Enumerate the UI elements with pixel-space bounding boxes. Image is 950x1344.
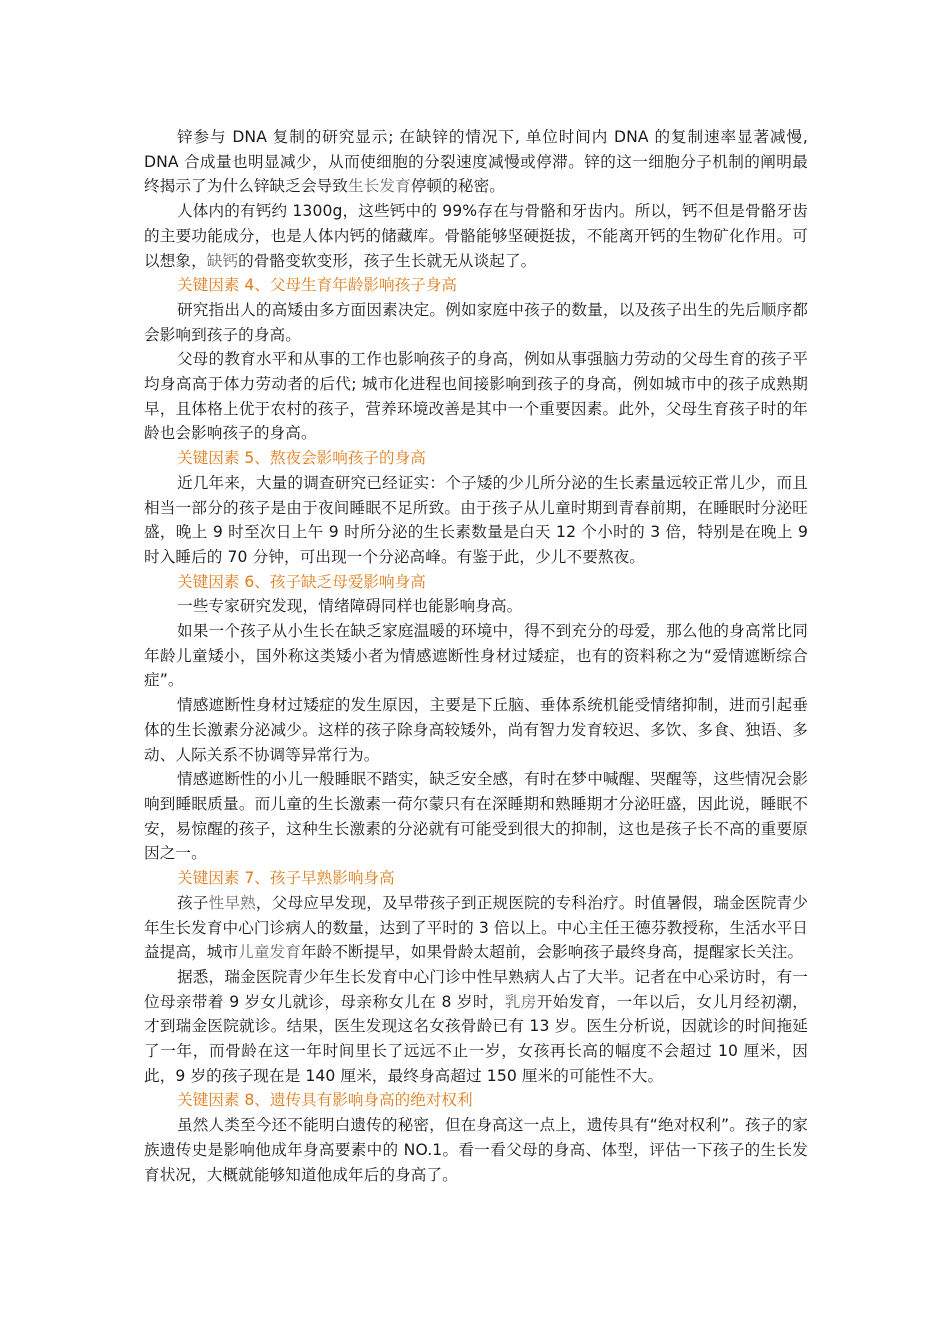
document-body — [144, 125, 808, 1187]
paragraph-precocity — [144, 891, 808, 965]
keyword-link-growth-development: 生长发育 — [348, 177, 411, 196]
paragraph-text: 孩子 — [177, 893, 209, 912]
paragraph-case-study — [144, 965, 808, 1089]
paragraph-sleep-quality — [144, 767, 808, 866]
paragraph-height-factors — [144, 298, 808, 347]
paragraph-text: 虽然人类至今还不能明白遗传的秘密，但在身高这一点上，遗传具有“绝对权利”。孩子的家族遗传史是影响他成年身高要素中的 NO.1。看一看父母的身高、体型，评估一下孩子的生长发育状况，大概就能够知道他成年后的身高了。 — [144, 1116, 808, 1184]
paragraph-text: ，父母应早发现，及早带孩子到正规医院的专科治疗。时值暑假，瑞金医院青少年生长发育中心门诊病人的数量，达到了平时的 3 倍以上。中心主任王德芬教授称，生活水平日益提高，城市 — [144, 893, 808, 962]
section-heading-factor-5: 关键因素 5、熬夜会影响孩子的身高 — [177, 449, 426, 468]
paragraph-parents-education — [144, 347, 808, 446]
paragraph-heredity — [144, 1113, 808, 1187]
paragraph-text: 停顿的秘密。 — [410, 177, 505, 196]
paragraph-emotion — [144, 594, 808, 619]
paragraph-text: 研究指出人的高矮由多方面因素决定。例如家庭中孩子的数量，以及孩子出生的先后顺序都会影响到孩子的身高。 — [144, 300, 808, 344]
section-heading-factor-6: 关键因素 6、孩子缺乏母爱影响身高 — [177, 572, 426, 591]
keyword-link-calcium-deficiency: 缺钙 — [206, 251, 239, 270]
paragraph-text: 情感遮断性身材过矮症的发生原因，主要是下丘脑、垂体系统机能受情绪抑制，进而引起垂体的生长激素分泌减少。这样的孩子除身高较矮外，尚有智力发育较迟、多饮、多食、独语、多动、人际关系不协调等异常行为。 — [144, 696, 808, 764]
section-heading-factor-8: 关键因素 8、遗传具有影响身高的绝对权利 — [177, 1091, 473, 1110]
paragraph-text: 父母的教育水平和从事的工作也影响孩子的身高，例如从事强脑力劳动的父母生育的孩子平均身高高于体力劳动者的后代; 城市化进程也间接影响到孩子的身高，例如城市中的孩子成熟期早，且体格上优于农村的孩子，营养环境改善是其中一个重要因素。此外，父母生育孩子时的年龄也会影响孩子的身高。 — [144, 350, 808, 443]
paragraph-text: 近几年来，大量的调查研究已经证实：个子矮的少儿所分泌的生长素量远较正常儿少，而且相当一部分的孩子是由于夜间睡眠不足所致。由于孩子从儿童时期到青春前期，在睡眠时分泌旺盛，晚上 9 时至次日上午 9 时所分泌的生长素数量是白天 12 个小时的 3 倍，特别是在晚上 9 时入睡后的 70 分钟，可出现一个分泌高峰。有鉴于此，少儿不要熬夜。 — [144, 473, 808, 566]
paragraph-text: 人体内的有钙约 1300g，这些钙中的 99%存在与骨骼和牙齿内。所以，钙不但是骨骼牙齿的主要功能成分，也是人体内钙的储藏库。骨骼能够坚硬挺拔，不能离开钙的生物矿化作用。可以想象， — [144, 202, 808, 270]
paragraph-text: 一些专家研究发现，情绪障碍同样也能影响身高。 — [177, 597, 523, 616]
paragraph-text: 据悉，瑞金医院青少年生长发育中心门诊中性早熟病人占了大半。记者在中心采访时，有一位母亲带着 9 岁女儿就诊，母亲称女儿在 8 岁时， — [144, 967, 808, 1011]
paragraph-calcium — [144, 199, 808, 273]
paragraph-text: 锌参与 DNA 复制的研究显示; 在缺锌的情况下, 单位时间内 DNA 的复制速率显著减慢, DNA 合成量也明显减少，从而使细胞的分裂速度减慢或停滞。锌的这一细胞分子机制的阐明最终揭示了为什么锌缺乏会导致 — [144, 128, 808, 196]
paragraph-text: 开始发育，一年以后，女儿月经初潮，才到瑞金医院就诊。结果，医生发现这名女孩骨龄已有 13 岁。医生分析说，因就诊的时间拖延了一年，而骨龄在这一年时间里长了远远不止一岁，女孩再长高的幅度不会超过 10 厘米，因此，9 岁的孩子现在是 140 厘米，最终身高超过 150 厘米的可能性不大。 — [144, 992, 809, 1085]
paragraph-text: 的骨骼变软变形，孩子生长就无从谈起了。 — [238, 251, 537, 270]
paragraph-cause — [144, 693, 808, 767]
paragraph-maternal-love — [144, 619, 808, 693]
keyword-link-breast: 乳房 — [504, 992, 537, 1011]
paragraph-sleep — [144, 471, 808, 570]
paragraph-text: 情感遮断性的小儿一般睡眠不踏实，缺乏安全感，有时在梦中喊醒、哭醒等，这些情况会影响到睡眠质量。而儿童的生长激素一荷尔蒙只有在深睡期和熟睡期才分泌旺盛，因此说，睡眠不安，易惊醒的孩子，这种生长激素的分泌就有可能受到很大的抑制，这也是孩子长不高的重要原因之一。 — [144, 770, 808, 863]
keyword-link-child-development: 儿童发育 — [238, 943, 301, 962]
section-heading-factor-7: 关键因素 7、孩子早熟影响身高 — [177, 869, 395, 888]
section-heading-factor-4: 关键因素 4、父母生育年龄影响孩子身高 — [177, 276, 457, 295]
paragraph-text: 年龄不断提早，如果骨龄太超前，会影响孩子最终身高，提醒家长关注。 — [300, 943, 804, 962]
paragraph-text: 如果一个孩子从小生长在缺乏家庭温暖的环境中，得不到充分的母爱，那么他的身高常比同年龄儿童矮小，国外称这类矮小者为情感遮断性身材过矮症，也有的资料称之为“爱情遮断综合症”。 — [144, 622, 808, 690]
paragraph-zinc-dna — [144, 125, 808, 199]
keyword-link-precocious-puberty: 性早熟 — [208, 893, 256, 912]
